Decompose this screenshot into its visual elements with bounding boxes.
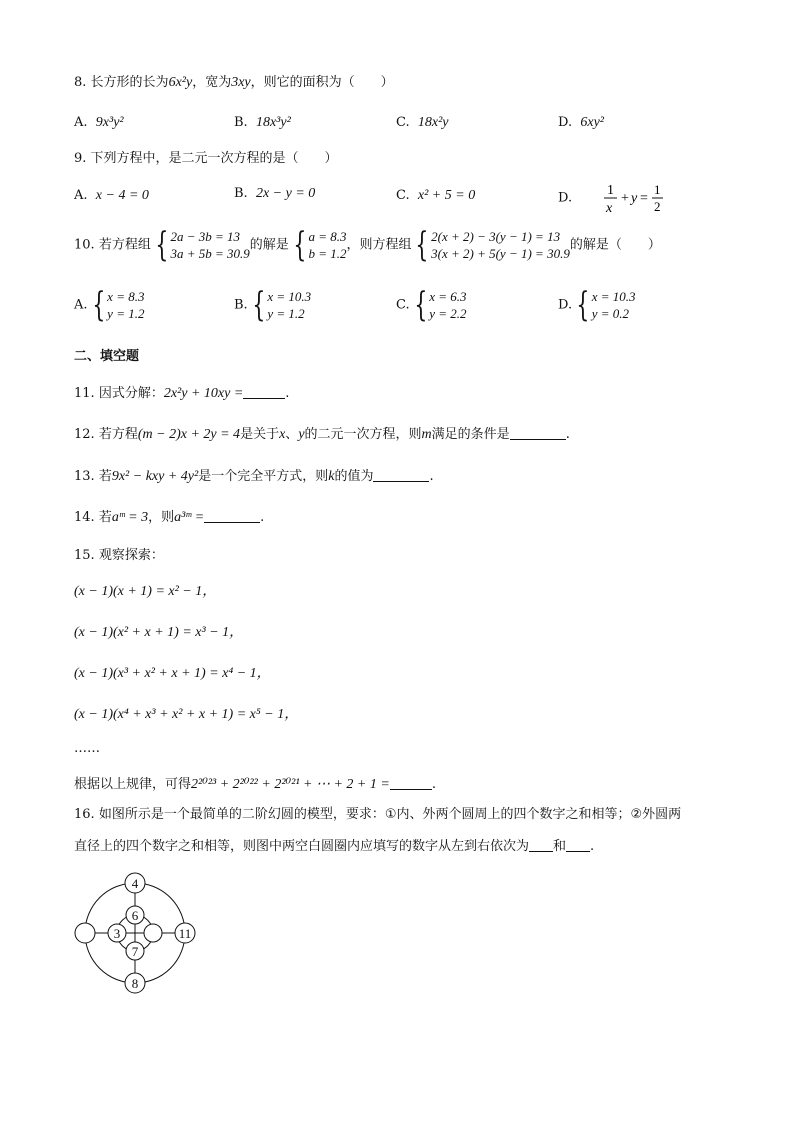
brace-icon: { bbox=[413, 285, 427, 325]
pattern-line: (x − 1)(x + 1) = x² − 1， bbox=[74, 584, 217, 599]
brace-icon: { bbox=[293, 225, 307, 265]
question-12 bbox=[74, 426, 570, 444]
answer-blank[interactable] bbox=[529, 839, 553, 852]
question-number: 8. bbox=[74, 75, 87, 90]
question-text: ，则方程组 bbox=[346, 237, 412, 253]
variable: k bbox=[328, 469, 335, 484]
equation-line: 3(x + 2) + 5(y − 1) = 30.9 bbox=[431, 246, 570, 261]
punctuation: . bbox=[590, 839, 595, 854]
option-label: C. bbox=[396, 188, 410, 203]
question-8 bbox=[74, 74, 394, 92]
question-text: 满足的条件是 bbox=[431, 427, 510, 442]
fraction-expression bbox=[580, 180, 670, 216]
option-label: C. bbox=[396, 297, 410, 313]
question-10 bbox=[74, 225, 661, 265]
question-text: ，则 bbox=[148, 510, 175, 525]
question-text: 观察探索： bbox=[98, 548, 164, 563]
variable: x bbox=[279, 427, 286, 442]
question-text: 直径上的四个数字之和相等，则图中两空白圆圈内应填写的数字从左到右依次为 bbox=[74, 839, 530, 854]
brace-icon: { bbox=[415, 225, 429, 265]
option-line: y = 2.2 bbox=[429, 306, 467, 321]
section-title: 二、填空题 bbox=[74, 349, 140, 364]
answer-blank[interactable] bbox=[243, 386, 285, 399]
numerator: 1 bbox=[654, 182, 661, 197]
question-16-cont bbox=[74, 838, 594, 856]
answer-blank[interactable] bbox=[390, 777, 432, 790]
expression: 9x² − kxy + 4y² bbox=[111, 469, 199, 484]
equation-line: 3a + 5b = 30.9 bbox=[170, 246, 250, 261]
option-c[interactable] bbox=[396, 188, 475, 204]
expression: 2²⁰²³ + 2²⁰²² + 2²⁰²¹ + ⋯ + 2 + 1 = bbox=[191, 777, 390, 792]
option-label: B. bbox=[234, 115, 248, 130]
question-11 bbox=[74, 385, 289, 403]
punctuation: . bbox=[260, 510, 265, 525]
option-value: 6xy² bbox=[580, 115, 604, 130]
question-text: 下列方程中，是二元一次方程的是（ ） bbox=[90, 151, 338, 166]
option-label: D. bbox=[558, 297, 573, 313]
node-bottom-label: 8 bbox=[131, 976, 139, 991]
variable: y bbox=[298, 427, 305, 442]
variable: y bbox=[631, 191, 638, 206]
question-text: 是关于 bbox=[240, 427, 280, 442]
option-label: D. bbox=[558, 115, 573, 130]
question-14 bbox=[74, 509, 264, 527]
question-text: 若 bbox=[98, 469, 112, 484]
option-label: A. bbox=[74, 115, 88, 130]
option-label: D. bbox=[558, 190, 573, 206]
question-text: ，则它的面积为（ ） bbox=[250, 75, 394, 90]
equation-line: a = 8.3 bbox=[308, 229, 347, 244]
question-text: 的二元一次方程，则 bbox=[304, 427, 422, 442]
question-9 bbox=[74, 150, 338, 168]
pattern-line: (x − 1)(x⁴ + x³ + x² + x + 1) = x⁵ − 1， bbox=[74, 707, 299, 722]
node-right-label: 11 bbox=[178, 926, 192, 941]
brace-icon: { bbox=[91, 285, 105, 325]
punctuation: . bbox=[285, 386, 290, 401]
question-text: 根据以上规律，可得 bbox=[74, 777, 192, 792]
question-number: 10. bbox=[74, 237, 95, 253]
node-inner-right bbox=[144, 924, 162, 942]
brace-icon: { bbox=[252, 285, 265, 325]
option-value: 18x³y² bbox=[255, 115, 291, 130]
question-number: 13. bbox=[74, 469, 95, 484]
punctuation: . bbox=[429, 469, 434, 484]
question-number: 15. bbox=[74, 548, 95, 563]
ellipsis: …… bbox=[74, 741, 100, 756]
option-value: x² + 5 = 0 bbox=[417, 188, 476, 203]
option-value: 18x²y bbox=[417, 115, 449, 130]
question-text: 是一个完全平方式，则 bbox=[198, 469, 329, 484]
node-left bbox=[75, 923, 95, 943]
option-value: 2x − y = 0 bbox=[255, 186, 316, 201]
option-line: y = 1.2 bbox=[107, 306, 145, 321]
node-top-label: 4 bbox=[131, 876, 139, 891]
brace-icon: { bbox=[155, 225, 169, 265]
expression: 6x²y bbox=[168, 75, 193, 90]
equation-line: b = 1.2 bbox=[308, 246, 347, 261]
equals: = bbox=[640, 191, 649, 206]
equation-system bbox=[289, 225, 347, 265]
question-text: 因式分解： bbox=[98, 386, 164, 401]
expression: (m − 2)x + 2y = 4 bbox=[137, 427, 241, 442]
option-label: C. bbox=[396, 115, 410, 130]
question-number: 16. bbox=[74, 807, 95, 822]
question-text: 长方形的长为 bbox=[90, 75, 169, 90]
option-b[interactable] bbox=[234, 186, 315, 202]
equation-line: 2(x + 2) − 3(y − 1) = 13 bbox=[431, 229, 561, 244]
node-inner-bottom-label: 7 bbox=[131, 944, 139, 959]
numerator: 1 bbox=[607, 183, 615, 198]
question-number: 11. bbox=[74, 386, 95, 401]
option-d[interactable] bbox=[558, 180, 670, 216]
question-text: 和 bbox=[553, 839, 567, 854]
expression: 2x²y + 10xy = bbox=[163, 386, 244, 401]
variable: m bbox=[421, 427, 432, 442]
option-line: x = 10.3 bbox=[591, 289, 636, 304]
option-c[interactable] bbox=[396, 115, 449, 131]
question-13 bbox=[74, 468, 434, 486]
answer-blank[interactable] bbox=[204, 510, 260, 523]
node-inner-top-label: 6 bbox=[131, 908, 139, 923]
operator: + bbox=[621, 191, 630, 206]
option-value: x − 4 = 0 bbox=[95, 188, 149, 203]
question-text: 若方程 bbox=[98, 427, 138, 442]
option-c[interactable] bbox=[396, 285, 467, 325]
expression: aᵐ = 3 bbox=[111, 510, 149, 525]
option-a[interactable] bbox=[74, 188, 149, 204]
question-number: 12. bbox=[74, 427, 95, 442]
question-15 bbox=[74, 547, 164, 565]
brace-icon: { bbox=[576, 285, 590, 325]
denominator: x bbox=[606, 201, 613, 216]
pattern-line: (x − 1)(x³ + x² + x + 1) = x⁴ − 1， bbox=[74, 666, 271, 681]
option-line: y = 0.2 bbox=[591, 306, 630, 321]
question-text: ，宽为 bbox=[192, 75, 232, 90]
option-label: A. bbox=[74, 188, 88, 203]
question-text: 的解是 bbox=[249, 237, 289, 253]
option-a[interactable] bbox=[74, 285, 145, 325]
question-number: 14. bbox=[74, 510, 95, 525]
question-text: 如图所示是一个最简单的二阶幻圆的模型，要求：①内、外两个圆周上的四个数字之和相等；②外圆两 bbox=[98, 807, 682, 822]
option-d[interactable] bbox=[558, 115, 604, 131]
option-d[interactable] bbox=[558, 285, 636, 325]
question-text: 若 bbox=[98, 510, 112, 525]
option-line: x = 10.3 bbox=[267, 289, 312, 304]
option-line: y = 1.2 bbox=[267, 306, 305, 321]
expression: a³ᵐ = bbox=[174, 510, 205, 525]
pattern-line: (x − 1)(x² + x + 1) = x³ − 1， bbox=[74, 625, 244, 640]
option-b[interactable] bbox=[234, 115, 291, 131]
separator: 、 bbox=[285, 427, 299, 442]
answer-blank[interactable] bbox=[510, 427, 566, 440]
question-text: 若方程组 bbox=[98, 237, 151, 253]
question-text: 的值为 bbox=[334, 469, 374, 484]
option-label: B. bbox=[234, 186, 248, 201]
option-line: x = 8.3 bbox=[107, 289, 145, 304]
expression: 3xy bbox=[231, 75, 251, 90]
punctuation: . bbox=[565, 427, 570, 442]
option-value: 9x³y² bbox=[95, 115, 124, 130]
denominator: 2 bbox=[654, 199, 661, 214]
question-text: 的解是（ ） bbox=[569, 237, 661, 253]
answer-blank[interactable] bbox=[566, 839, 590, 852]
equation-line: 2a − 3b = 13 bbox=[170, 229, 241, 244]
magic-circle-figure bbox=[70, 872, 210, 997]
option-label: A. bbox=[74, 297, 88, 313]
punctuation: . bbox=[431, 777, 436, 792]
option-b[interactable] bbox=[234, 285, 312, 325]
answer-blank[interactable] bbox=[373, 469, 429, 482]
equation-system bbox=[411, 225, 570, 265]
equation-system bbox=[151, 225, 250, 265]
option-line: x = 6.3 bbox=[429, 289, 467, 304]
q15-conclusion bbox=[74, 776, 436, 794]
option-label: B. bbox=[234, 297, 248, 313]
option-a[interactable] bbox=[74, 115, 124, 131]
node-inner-left-label: 3 bbox=[113, 926, 121, 941]
question-number: 9. bbox=[74, 151, 87, 166]
question-16 bbox=[74, 806, 681, 824]
